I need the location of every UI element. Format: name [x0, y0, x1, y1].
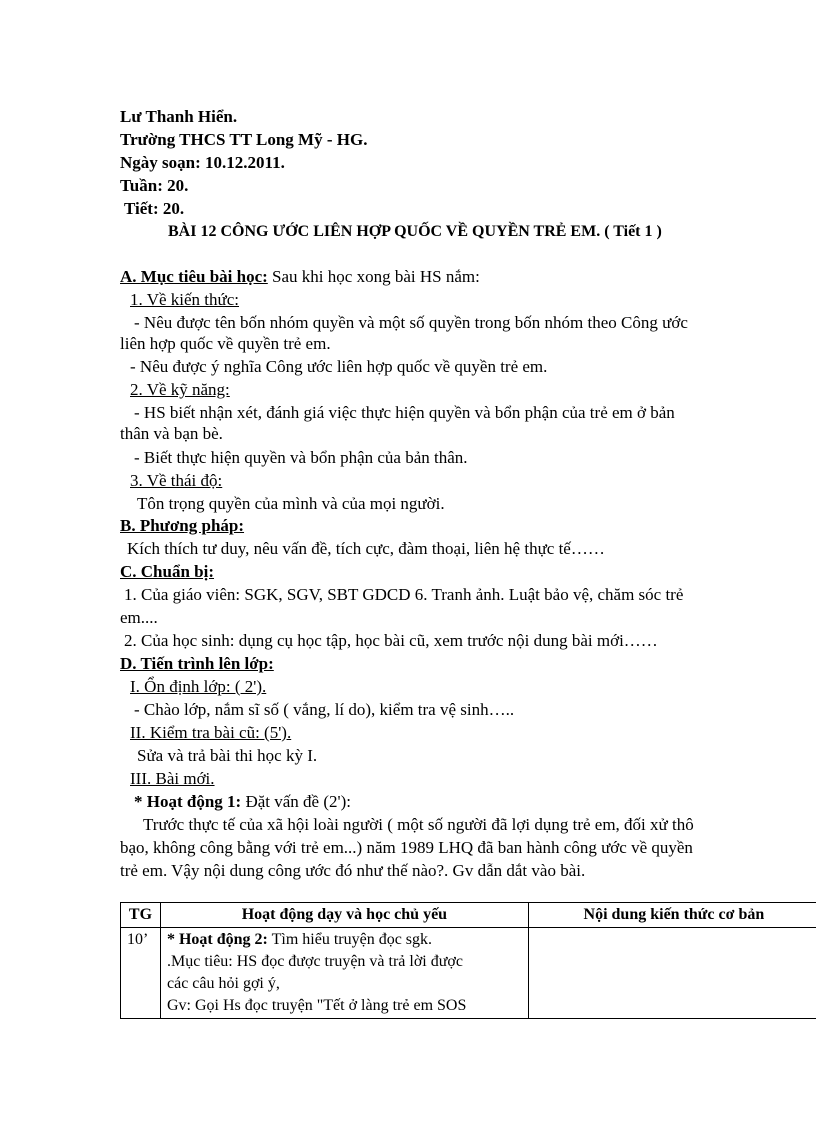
skills-heading: 2. Về kỹ năng:: [130, 380, 230, 399]
attitude-heading: 3. Về thái độ:: [130, 471, 223, 490]
skills-item-1-cont: thân và bạn bè.: [120, 424, 223, 443]
knowledge-item-1-cont: liên hợp quốc về quyền trẻ em.: [120, 334, 331, 353]
activity-1-label: * Hoạt động 1:: [134, 792, 242, 811]
knowledge-heading: 1. Về kiến thức:: [130, 290, 239, 309]
school-name: Trường THCS TT Long Mỹ - HG.: [120, 130, 368, 149]
lesson-activity-table: [120, 902, 816, 1019]
row-activity-label: * Hoạt động 2:: [166, 931, 268, 948]
activity-1-paragraph-2: bạo, không công bằng với trẻ em...) năm 1989 LHQ đã ban hành công ước về quyền: [120, 838, 693, 857]
activity-1-paragraph-3: trẻ em. Vậy nội dung công ước đó như thế nào?. Gv dẫn dắt vào bài.: [120, 861, 586, 880]
section-a-heading: A. Mục tiêu bài học:: [120, 267, 268, 286]
column-header-content: Nội dung kiến thức cơ bản: [528, 903, 816, 928]
table-header-row: [121, 903, 816, 928]
activity-1-paragraph-1: Trước thực tế của xã hội loài người ( một số người đã lợi dụng trẻ em, đối xử thô: [143, 815, 694, 834]
row-activity-objective-cont: các câu hỏi gợi ý,: [166, 975, 280, 992]
author-name: Lư Thanh Hiển.: [120, 107, 238, 126]
skills-item-1: - HS biết nhận xét, đánh giá việc thực hiện quyền và bổn phận của trẻ em ở bản: [134, 403, 675, 422]
row-activity-heading: [167, 929, 522, 951]
lesson-title: BÀI 12 CÔNG ƯỚC LIÊN HỢP QUỐC VỀ QUYỀN TRẺ EM. ( Tiết 1 ): [168, 223, 662, 240]
row-content: [528, 928, 816, 1019]
skills-item-2: - Biết thực hiện quyền và bổn phận của bản thân.: [134, 448, 468, 467]
row-activity-teacher-instruction: Gv: Gọi Hs đọc truyện "Tết ở làng trẻ em SOS: [166, 997, 467, 1014]
section-b-heading: B. Phương pháp:: [120, 516, 245, 535]
student-preparation: 2. Của học sinh: dụng cụ học tập, học bài cũ, xem trước nội dung bài mới……: [124, 631, 658, 650]
row-activity: [160, 928, 528, 1019]
step-2-text: Sửa và trả bài thi học kỳ I.: [137, 746, 318, 765]
teacher-preparation: 1. Của giáo viên: SGK, SGV, SBT GDCD 6. Tranh ảnh. Luật bảo vệ, chăm sóc trẻ: [124, 585, 684, 604]
week-number: Tuần: 20.: [120, 176, 189, 195]
step-2-heading: II. Kiểm tra bài cũ: (5').: [130, 723, 292, 742]
attitude-item: Tôn trọng quyền của mình và của mọi người.: [137, 494, 445, 513]
step-1-heading: I. Ổn định lớp: ( 2').: [130, 677, 267, 696]
row-time: 10’: [121, 928, 161, 1019]
knowledge-item-2: - Nêu được ý nghĩa Công ước liên hợp quốc về quyền trẻ em.: [130, 357, 548, 376]
teacher-preparation-cont: em....: [120, 608, 158, 627]
activity-1-line: [134, 791, 351, 813]
activity-1-title: Đặt vấn đề (2'):: [241, 792, 351, 811]
step-3-heading: III. Bài mới.: [130, 769, 215, 788]
section-c-heading: C. Chuẩn bị:: [120, 562, 215, 581]
column-header-time: TG: [121, 903, 161, 928]
preparation-date: Ngày soạn: 10.12.2011.: [120, 153, 285, 172]
section-a-line: [120, 266, 480, 288]
row-activity-title: Tìm hiểu truyện đọc sgk.: [267, 931, 433, 948]
section-b-text: Kích thích tư duy, nêu vấn đề, tích cực, đàm thoại, liên hệ thực tế……: [127, 539, 605, 558]
period-number: Tiết: 20.: [124, 199, 185, 218]
row-activity-objective: .Mục tiêu: HS đọc được truyện và trả lời được: [166, 953, 463, 970]
table-row: [121, 928, 816, 1019]
step-1-text: - Chào lớp, nắm sĩ số ( vắng, lí do), kiểm tra vệ sinh…..: [134, 700, 515, 719]
section-d-heading: D. Tiến trình lên lớp:: [120, 654, 274, 673]
knowledge-item-1: - Nêu được tên bốn nhóm quyền và một số quyền trong bốn nhóm theo Công ước: [134, 313, 688, 332]
column-header-activity: Hoạt động dạy và học chủ yếu: [160, 903, 528, 928]
section-a-intro: Sau khi học xong bài HS nắm:: [267, 267, 480, 286]
